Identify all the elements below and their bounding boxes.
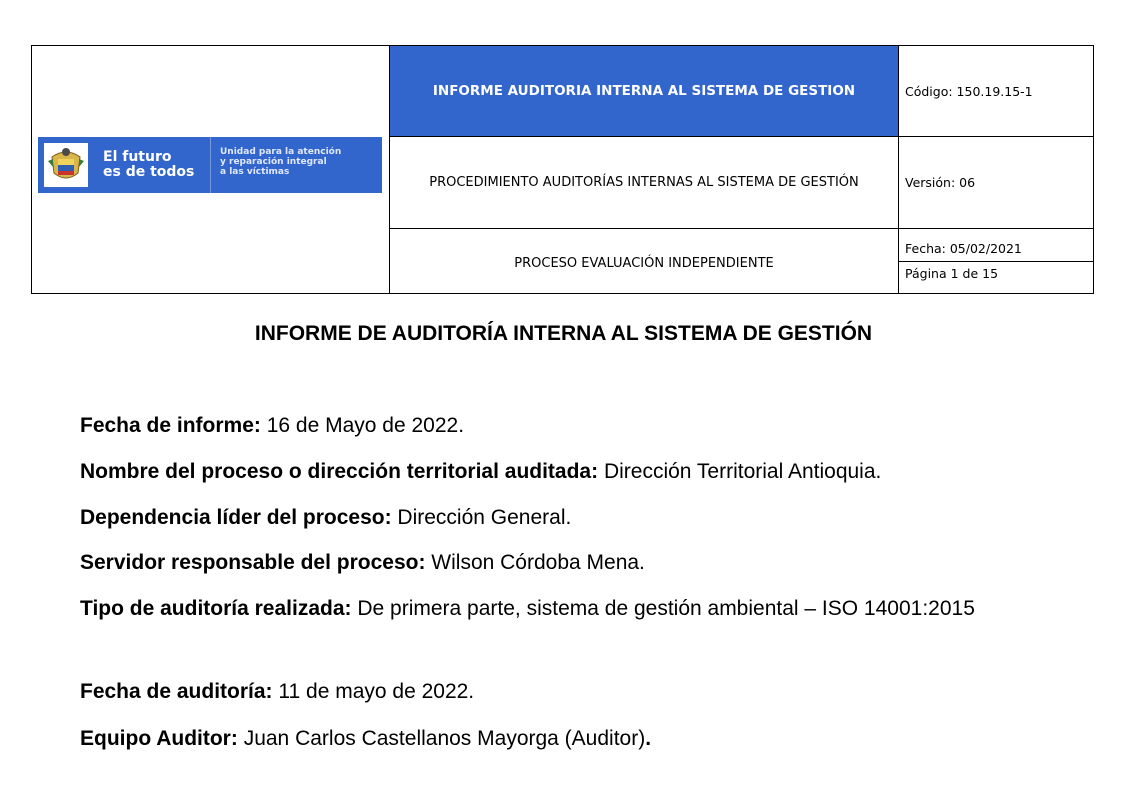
procedure-cell: PROCEDIMIENTO AUDITORÍAS INTERNAS AL SISTEMA DE GESTIÓN <box>390 137 899 229</box>
page-cell: Página 1 de 15 <box>905 265 999 281</box>
logo-subtitle: Unidad para la atención y reparación integral a las víctimas <box>220 147 342 177</box>
document-title: INFORME DE AUDITORÍA INTERNA AL SISTEMA DE GESTIÓN <box>254 322 873 345</box>
field-value: Wilson Córdoba Mena. <box>425 551 645 574</box>
institution-logo <box>38 137 382 193</box>
field-label: Nombre del proceso o dirección territorial auditada: <box>80 460 599 483</box>
field-label: Tipo de auditoría realizada: <box>80 597 352 620</box>
field-value: Dirección General. <box>391 506 572 529</box>
version-cell: Versión: 06 <box>899 137 1094 229</box>
field-audit-team <box>80 726 1056 752</box>
field-report-date <box>80 413 1056 439</box>
field-label: Fecha de auditoría: <box>80 680 273 703</box>
field-label: Equipo Auditor: <box>80 727 238 750</box>
date-page-cell <box>899 229 1094 294</box>
coat-of-arms-icon <box>44 143 88 187</box>
field-value: 11 de mayo de 2022. <box>272 680 475 703</box>
document-header-table <box>31 45 1094 294</box>
field-tail: . <box>645 727 652 750</box>
date-cell: Fecha: 05/02/2021 <box>899 237 1093 262</box>
logo-main-text: El futuro es de todos <box>103 149 195 180</box>
process-cell: PROCESO EVALUACIÓN INDEPENDIENTE <box>390 229 899 294</box>
field-value: De primera parte, sistema de gestión ambiental – ISO 14001:2015 <box>351 597 975 620</box>
field-responsible <box>80 550 1056 576</box>
field-lead-unit <box>80 505 1056 531</box>
field-audit-type <box>80 596 1056 622</box>
field-value: Dirección Territorial Antioquia. <box>598 460 882 483</box>
field-value: 16 de Mayo de 2022. <box>260 414 465 437</box>
field-label: Dependencia líder del proceso: <box>80 506 392 529</box>
field-value: Juan Carlos Castellanos Mayorga (Auditor) <box>237 727 646 750</box>
field-process-name <box>80 459 1056 485</box>
field-label: Servidor responsable del proceso: <box>80 551 426 574</box>
logo-cell <box>32 46 390 294</box>
field-label: Fecha de informe: <box>80 414 261 437</box>
report-title-cell: INFORME AUDITORIA INTERNA AL SISTEMA DE GESTION <box>390 46 899 137</box>
field-audit-date <box>80 679 1056 705</box>
code-cell: Código: 150.19.15-1 <box>899 46 1094 137</box>
